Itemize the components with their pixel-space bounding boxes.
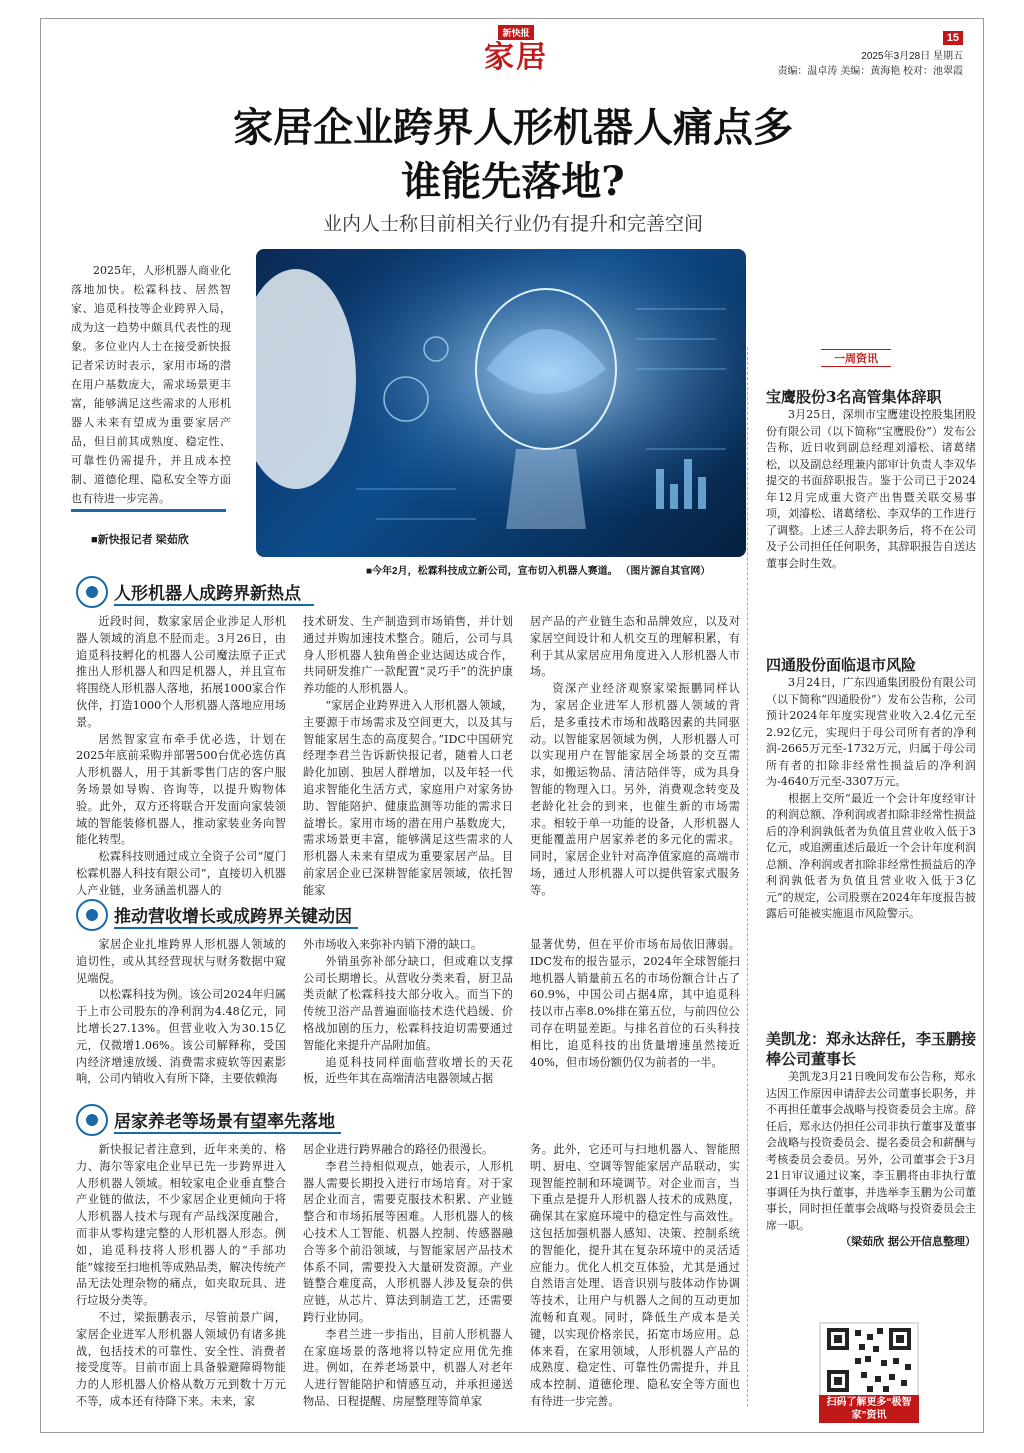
paragraph: “家居企业跨界进入人形机器人领域，主要源于市场需求及空间更大，以及其与智能家居生态的高度契合。”IDC中国研究经理李君兰告诉新快报记者，随着人口老龄化加剧、独居人群增加，以及年轻一代追求智能化生活方式，家庭用户对家务协助、智能陪护、健康监测等功能的需求日益增长。家用市场的潜在用户基数庞大，需求场景更丰富，能够满足这些需求的人形机器人未来有望成为重要家居产品。目前家居企业已深耕智能家居领域，依托智能家 <box>303 698 513 897</box>
sidebar-item-title: 美凯龙：郑永达辞任，李玉鹏接棒公司董事长 <box>766 1030 977 1068</box>
article-column <box>303 614 513 924</box>
bullet-circle-icon <box>76 1104 108 1136</box>
page-number: 15 <box>943 31 963 45</box>
paragraph: 外市场收入来弥补内销下滑的缺口。 <box>303 938 483 951</box>
sidebar-tab: 一周资讯 <box>821 349 891 367</box>
paragraph: 居然智家宣布牵手优必选，计划在2025年底前采购并部署500台优必选仿真人形机器人，用于其新零售门店的客户服务场景如导购、咨询等，以提升购物体验。此外，双方还将联合开发面向家装领域的智能装修机器人，推动家装业务向智能化转型。 <box>76 732 286 847</box>
sidebar-item-body <box>766 675 976 923</box>
section-name: 家居 <box>484 40 548 75</box>
sidebar-item-1 <box>766 387 976 572</box>
paper-tag: 新快报 <box>498 25 533 40</box>
section-title: 人形机器人成跨界新热点 <box>114 579 314 606</box>
article-column <box>530 1142 740 1427</box>
section-title: 居家养老等场景有望率先落地 <box>114 1107 341 1134</box>
hero-illustration <box>256 249 746 557</box>
article-column <box>76 614 286 924</box>
bullet-circle-icon <box>76 576 108 608</box>
section-title: 推动营收增长或成跨界关键动因 <box>114 902 358 929</box>
article-column <box>76 1142 286 1427</box>
paragraph: 新快报记者注意到，近年来美的、格力、海尔等家电企业早已先一步跨界进入人形机器人领域。相较家电企业垂直整合产业链的做法，不少家居企业更倾向于将人形机器人技术与现有产品线深度融合，而非从零构建完整的人形机器人形态。例如，追觅科技将人形机器人的“手部功能”嫁接至扫地机等成熟品类，解决传统产品无法处理杂物的痛点，如夹取玩具、进行垃圾分类等。 <box>76 1143 286 1308</box>
bullet-circle-icon <box>76 899 108 931</box>
paragraph: 以松霖科技为例。该公司2024年归属于上市公司股东的净利润为4.48亿元，同比增长27.13%。但营业收入为30.15亿元，仅微增1.06%。该公司解释称，受国内经济增速放缓、消费需求疲软等因素影响，公司内销收入有所下降，主要依赖海 <box>76 988 286 1086</box>
section-masthead <box>471 21 561 76</box>
sidebar-credit: （梁茹欣 据公开信息整理） <box>840 1235 976 1248</box>
article-column <box>530 937 740 1109</box>
sidebar-item-title: 四通股份面临退市风险 <box>766 656 917 674</box>
paragraph: 务。此外，它还可与扫地机器人、智能照明、厨电、空调等智能家居产品联动，实现智能控制和环境调节。对企业而言，当下重点是提升人形机器人技术的成熟度，确保其在家庭环境中的稳定性与高效性。这包括加强机器人感知、决策、控制系统的智能化，提升其在复杂环境中的灵活适应能力。优化人机交互体验，尤其是通过自然语言处理、语音识别与肢体动作协调等技术，让用户与机器人之间的互动更加流畅和直观。同时，降低生产成本是关键，以实现价格亲民，拓宽市场应用。总体来看，在家用领域，人形机器人产品的成熟度、稳定性、可靠性仍需提升，并且成本控制、道德伦理、隐私安全等方面也有待进一步完善。 <box>530 1143 740 1408</box>
paragraph: 美凯龙3月21日晚间发布公告称，郑永达因工作原因申请辞去公司董事长职务，并不再担任董事会战略与投资委员会主席。辞任后，郑永达仍担任公司非执行董事及董事会战略与投资委员会、提名委员会和薪酬与考核委员会委员。另外，公司董事会于3月21日审议通过议案，李玉鹏将由非执行董事调任为执行董事，并选举李玉鹏为公司董事长，同时担任董事会战略与投资委员会主席一职。 <box>766 1070 976 1232</box>
paragraph: 外销虽弥补部分缺口，但或难以支撑公司长期增长。从营收分类来看，厨卫品类贡献了松霖科技大部分收入。而当下的传统卫浴产品普遍面临技术迭代趋缓、价格战加剧的压力，松霖科技迫切需要通过智能化来提升产品附加值。 <box>303 954 513 1052</box>
headline-line-2: 谁能先落地? <box>401 158 625 205</box>
paragraph: 李君兰持相似观点，她表示，人形机器人需要长期投入进行市场培育。对于家居企业而言，需要克服技术积累、产业链整合和市场拓展等困难。人形机器人的核心技术人工智能、机器人控制、传感器融合等多个前沿领域，与智能家居产品技术体系不同，需要投入大量研发资源。产业链整合难度高，人形机器人涉及复杂的供应链，从芯片、算法到制造工艺，还需要跨行业协同。 <box>303 1159 513 1324</box>
section-heading-1 <box>76 576 314 608</box>
byline-rule <box>71 509 226 512</box>
headline-line-1: 家居企业跨界人形机器人痛点多 <box>233 104 793 151</box>
section-heading-2 <box>76 899 358 931</box>
section-heading-3 <box>76 1104 341 1136</box>
paragraph: 居产品的产业链生态和品牌效应，以及对家居空间设计和人机交互的理解积累，有利于其从家居应用角度进入人形机器人市场。 <box>530 615 740 679</box>
paragraph: 追觅科技同样面临营收增长的天花板，近些年其在高端清洁电器领域占据 <box>303 1055 513 1086</box>
newspaper-page <box>40 18 984 1433</box>
paragraph: 根据上交所“最近一个会计年度经审计的利润总额、净利润或者扣除非经常性损益后的净利润孰低者为负值且营业收入低于3亿元，或追溯重述后最近一个会计年度利润总额、净利润或者扣除非经常性损益后的净利润孰低者为负值且营业收入低于3亿元”的规定，公司股票在2024年年度报告披露后可能被实施退市风险警示。 <box>766 791 976 920</box>
paragraph: 松霖科技则通过成立全资子公司“厦门松霖机器人科技有限公司”，直接切入机器人产业链，业务涵盖机器人的 <box>76 850 286 897</box>
paragraph: 家居企业扎堆跨界人形机器人领域的追切性，或从其经营现状与财务数据中窥见端倪。 <box>76 938 286 985</box>
paragraph: 资深产业经济观察家梁振鹏同样认为，家居企业进军人形机器人领域的背后，是多重技术市场和战略因素的共同驱动。以智能家居领域为例，人形机器人可以实现用户在智能家居全场景的交互需求，如搬运物品、清洁陪伴等，成为具身智能的物理入口。另外，消费观念转变及老龄化社会的到来，也催生新的市场需求。相较于单一功能的设备，人形机器人更能覆盖用户居家养老的多元化的需求。同时，家居企业针对高净值家庭的高端市场，通过人形机器人可以提供管家式服务等。 <box>530 682 740 897</box>
column-divider <box>747 347 748 1407</box>
paragraph: 不过，梁振鹏表示，尽管前景广阔，家居企业进军人形机器人领域仍有诸多挑战，包括技术的可靠性、安全性、消费者接受度等。目前市面上具备躲避障碍物能力的人形机器人价格从数万元到数十万元不等，成本还有待降下来。未来，家 <box>76 1310 286 1408</box>
paragraph: 居企业进行跨界融合的路径仍很漫长。 <box>303 1143 494 1156</box>
byline: ■新快报记者 梁茹欣 <box>91 534 189 546</box>
sidebar-item-body <box>766 1069 976 1251</box>
paragraph: 3月24日，广东四通集团股份有限公司（以下简称“四通股份”）发布公告称，公司预计2024年年度实现营业收入2.4亿元至2.92亿元，实现归于母公司所有者的净利润-2665万元至-1732万元，归属于母公司所有者的扣除非经常性损益后的净利润为-4640万元至-3307万元。 <box>766 676 976 788</box>
issue-date: 2025年3月28日 星期五 <box>861 51 963 62</box>
sidebar-item-2 <box>766 655 976 923</box>
article-column <box>76 937 286 1109</box>
article-column <box>303 937 513 1109</box>
hero-image-robot-brain <box>256 249 746 557</box>
subheadline: 业内人士称目前相关行业仍有提升和完善空间 <box>322 213 703 235</box>
photo-caption: ■今年2月，松霖科技成立新公司，宣布切入机器人赛道。 （图片源自其官网） <box>366 566 711 577</box>
sidebar-item-3 <box>766 1029 976 1251</box>
lead-paragraph <box>71 261 231 508</box>
sidebar-weekly-news <box>766 349 976 367</box>
article-column <box>303 1142 513 1427</box>
dateline <box>777 49 963 79</box>
paragraph: 技术研发、生产制造到市场销售，并计划通过并购加速技术整合。随后，公司与具身人形机器人独角兽企业达闼达成合作，共同研发推广一款配置“灵巧手”的洗护康养功能的人形机器人。 <box>303 615 513 696</box>
paragraph: 李君兰进一步指出，目前人形机器人在家庭场景的落地将以特定应用优先推进。例如，在养老场景中，机器人对老年人进行智能陪护和情感互动，并承担递送物品、日程提醒、房屋整理等简单家 <box>303 1327 513 1408</box>
article-column <box>530 614 740 924</box>
lead-text: 2025年，人形机器人商业化落地加快。松霖科技、居然智家、追觅科技等企业跨界入局，成为这一趋势中颇具代表性的现象。多位业内人士在接受新快报记者采访时表示，家用市场的潜在用户基数庞大，需求场景更丰富，能够满足这些需求的人形机器人未来有望成为重要家居产品，但目前其成熟度、稳定性、可靠性仍需提升，并且成本控制、道德伦理、隐私安全等方面也有待进一步完善。 <box>71 264 231 505</box>
sidebar-item-body <box>766 407 976 572</box>
qr-label: 扫码了解更多“极智家”资讯 <box>819 1395 919 1423</box>
paragraph: 显著优势，但在平价市场布局依旧薄弱。IDC发布的报告显示，2024年全球智能扫地机器人销量前五名的市场份额合计占了60.9%，中国公司占据4席，其中追觅科技以市占率8.0%排在第五位，与前四位公司存在明显差距。与排名首位的石头科技相比，追觅科技的出货量增速虽然接近40%，但市场份额仍仅为前者的一半。 <box>530 938 740 1069</box>
staff-credits: 责编：温卓涛 美编：黄海艳 校对：池翠霞 <box>777 66 963 77</box>
qr-code-graphic <box>821 1324 917 1396</box>
paragraph: 3月25日，深圳市宝鹰建设控股集团股份有限公司（以下简称“宝鹰股份”）发布公告称，近日收到副总经理刘濬松、诸葛绪松，以及副总经理兼内部审计负责人李双华提交的书面辞职报告。鉴于公司已于2024年12月完成重大资产出售暨关联交易事项，刘濬松、诸葛绪松、李双华的工作进行了调整。上述三人辞去职务后，将不在公司及子公司担任任何职务，其辞职报告自送达董事会时生效。 <box>766 408 976 570</box>
sidebar-item-title: 宝鹰股份3名高管集体辞职 <box>766 388 942 406</box>
paragraph: 近段时间，数家家居企业涉足人形机器人领域的消息不胫而走。3月26日，由追觅科技孵化的机器人公司魔法原子正式推出人形机器人和四足机器人，并且宣布将围绕人形机器人落地，拓展1000家合作伙伴，打造1000个人形机器人落地应用场景。 <box>76 615 286 729</box>
